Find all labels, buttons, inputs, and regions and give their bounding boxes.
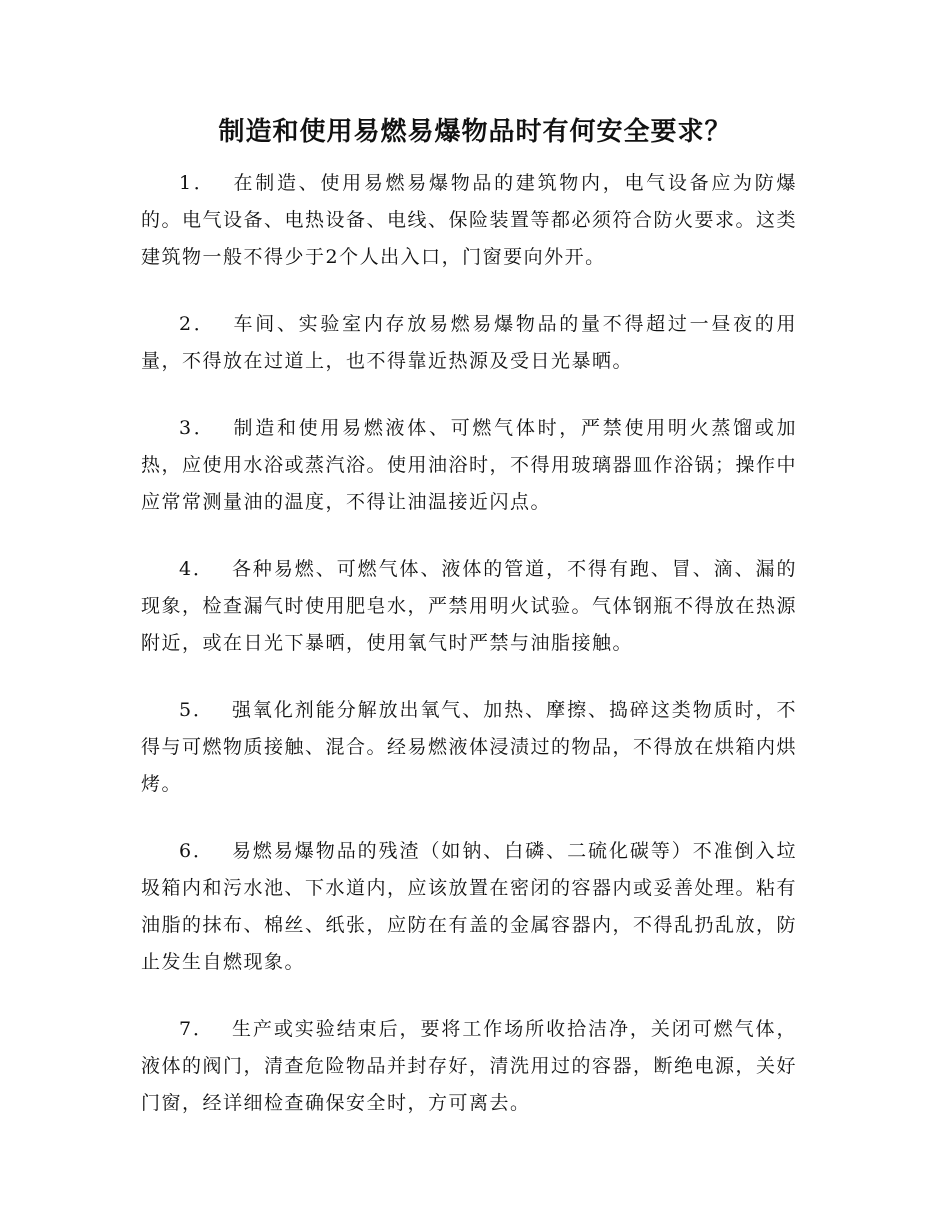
paragraph-number: 6． (179, 840, 214, 862)
paragraph-2 (141, 306, 797, 380)
paragraph-text: 生产或实验结束后，要将工作场所收拾洁净，关闭可燃气体，液体的阀门，清查危险物品并封存好，清洗用过的容器，断绝电源，关好门窗，经详细检查确保安全时，方可离去。 (141, 1018, 798, 1114)
paragraph-4 (141, 551, 797, 662)
paragraph-text: 强氧化剂能分解放出氧气、加热、摩擦、捣碎这类物质时，不得与可燃物质接触、混合。经易燃液体浸渍过的物品，不得放在烘箱内烘烤。 (141, 699, 798, 795)
paragraph-text: 制造和使用易燃液体、可燃气体时，严禁使用明火蒸馏或加热，应使用水浴或蒸汽浴。使用油浴时，不得用玻璃器皿作浴锅；操作中应常常测量油的温度，不得让油温接近闪点。 (141, 417, 798, 513)
paragraph-1 (141, 165, 797, 276)
paragraph-number: 5． (179, 699, 214, 721)
paragraph-number: 3． (179, 417, 216, 439)
document-title: 制造和使用易燃易爆物品时有何安全要求？ (218, 117, 732, 147)
paragraph-text: 车间、实验室内存放易燃易爆物品的量不得超过一昼夜的用量，不得放在过道上，也不得靠近热源及受日光暴晒。 (141, 313, 797, 372)
paragraph-text: 各种易燃、可燃气体、液体的管道，不得有跑、冒、滴、漏的现象，检查漏气时使用肥皂水，严禁用明火试验。气体钢瓶不得放在热源附近，或在日光下暴晒，使用氧气时严禁与油脂接触。 (141, 558, 798, 654)
paragraph-6 (141, 833, 797, 981)
paragraph-3 (141, 410, 797, 521)
paragraph-number: 4． (179, 558, 214, 580)
paragraph-number: 1． (179, 172, 216, 194)
paragraph-number: 7． (179, 1018, 214, 1040)
paragraph-text: 在制造、使用易燃易爆物品的建筑物内，电气设备应为防爆的。电气设备、电热设备、电线、保险装置等都必须符合防火要求。这类建筑物一般不得少于2个人出入口，门窗要向外开。 (141, 172, 798, 268)
paragraph-number: 2． (179, 313, 216, 335)
document-body (141, 165, 797, 1152)
paragraph-7 (141, 1011, 797, 1122)
paragraph-text: 易燃易爆物品的残渣（如钠、白磷、二硫化碳等）不准倒入垃圾箱内和污水池、下水道内，应该放置在密闭的容器内或妥善处理。粘有油脂的抹布、棉丝、纸张，应防在有盖的金属容器内，不得乱扔乱放，防止发生自燃现象。 (141, 840, 798, 973)
paragraph-5 (141, 692, 797, 803)
